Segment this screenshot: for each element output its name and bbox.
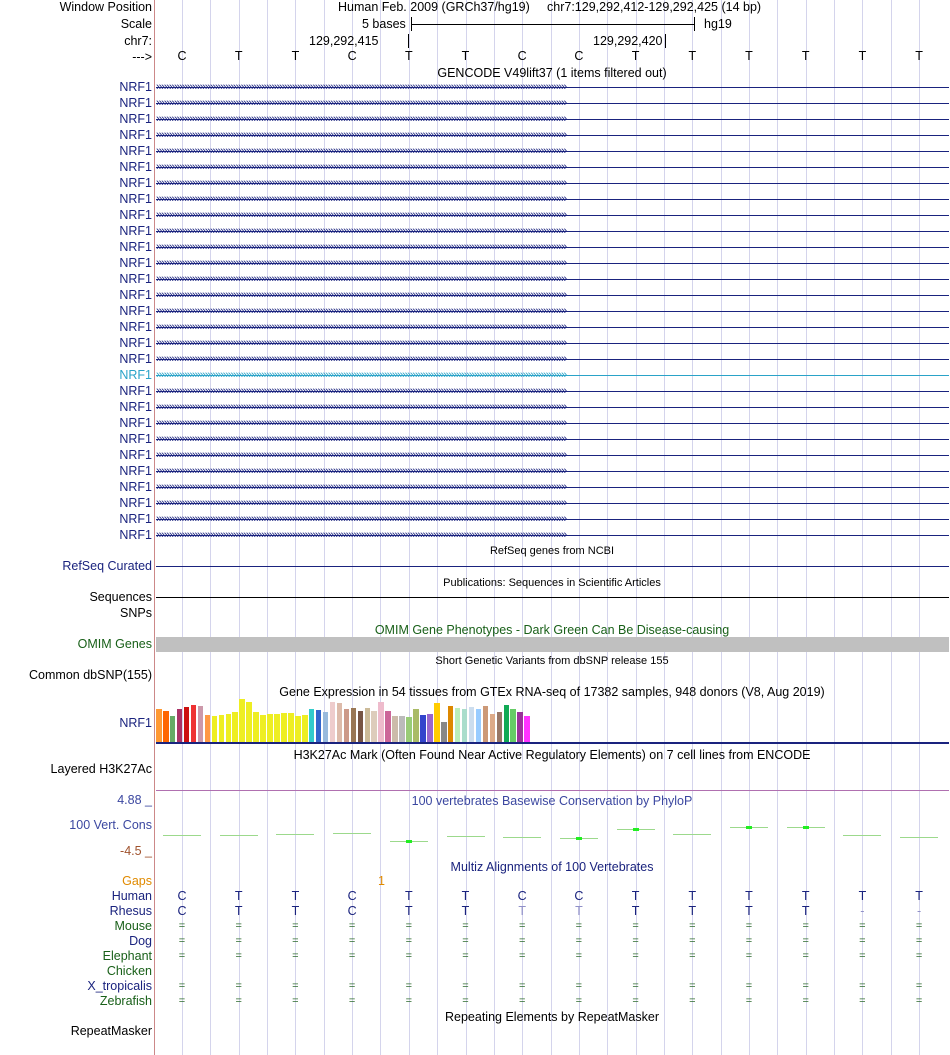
alignment-base: = — [292, 920, 299, 932]
gencode-transcript[interactable]: ›››››››››››››››››››››››››››››››››››››››››››››››››››››››››››››››››››››››››››››››››››››››››››››››››››››››››››››››››››››››››››››››››››››››››››››››››››››››››››››››› — [156, 289, 567, 301]
gaps-label[interactable]: Gaps — [122, 874, 152, 888]
gencode-transcript[interactable]: ›››››››››››››››››››››››››››››››››››››››››››››››››››››››››››››››››››››››››››››››››››››››››››››››››››››››››››››››››››››››››››››››››››››››››››››››››››››››››››››››› — [156, 401, 567, 413]
alignment-base: = — [802, 935, 809, 947]
gencode-gene-label[interactable]: NRF1 — [119, 288, 152, 302]
gtex-tissue-bar[interactable] — [232, 712, 238, 742]
assembly-text: Human Feb. 2009 (GRCh37/hg19) — [338, 0, 530, 14]
alignment-base: = — [632, 935, 639, 947]
gtex-tissue-bar[interactable] — [267, 714, 273, 742]
gtex-tissue-bar[interactable] — [344, 709, 350, 742]
gtex-tissue-bar[interactable] — [420, 715, 426, 742]
gencode-gene-label[interactable]: NRF1 — [119, 112, 152, 126]
gtex-tissue-bar[interactable] — [184, 707, 190, 742]
gencode-gene-label[interactable]: NRF1 — [119, 384, 152, 398]
alignment-base: = — [859, 980, 866, 992]
gencode-gene-label[interactable]: NRF1 — [119, 304, 152, 318]
gencode-track-title: GENCODE V49lift37 (1 items filtered out) — [437, 66, 667, 80]
gtex-tissue-bar[interactable] — [413, 709, 419, 742]
gtex-tissue-bar[interactable] — [504, 705, 510, 742]
alignment-base: = — [462, 995, 469, 1007]
gencode-transcript[interactable]: ›››››››››››››››››››››››››››››››››››››››››››››››››››››››››››››››››››››››››››››››››››››››››››››››››››››››››››››››››››››››››››››››››››››››››››››››››››››››››››››››› — [156, 209, 567, 221]
alignment-base: = — [859, 935, 866, 947]
gtex-tissue-bar[interactable] — [163, 711, 169, 742]
coord-right-tick — [665, 34, 666, 48]
gencode-transcript[interactable]: ›››››››››››››››››››››››››››››››››››››››››››››››››››››››››››››››››››››››››››››››››››››››››››››››››››››››››››››››››››››››››››››››››››››››››››››››››››››››››››››››› — [156, 257, 567, 269]
scale-text: 5 bases — [362, 17, 406, 31]
alignment-base: = — [689, 995, 696, 1007]
alignment-base: = — [632, 950, 639, 962]
gencode-transcript[interactable]: ›››››››››››››››››››››››››››››››››››››››››››››››››››››››››››››››››››››››››››››››››››››››››››››››››››››››››››››››››››››››››››››››››››››››››››››››››››››››››››››››› — [156, 449, 567, 461]
gtex-tissue-bar[interactable] — [476, 709, 482, 742]
gtex-tissue-bar[interactable] — [323, 712, 329, 742]
gencode-transcript[interactable]: ›››››››››››››››››››››››››››››››››››››››››››››››››››››››››››››››››››››››››››››››››››››››››››››››››››››››››››››››››››››››››››››››››››››››››››››››››››››››››››››››› — [156, 129, 567, 141]
alignment-base: = — [745, 950, 753, 962]
alignment-base: = — [802, 995, 809, 1007]
alignment-base: = — [575, 995, 583, 1007]
gencode-transcript[interactable]: ›››››››››››››››››››››››››››››››››››››››››››››››››››››››››››››››››››››››››››››››››››››››››››››››››››››››››››››››››››››››››››››››››››››››››››››››››››››››››››››››› — [156, 113, 567, 125]
gtex-tissue-bar[interactable] — [497, 712, 503, 742]
alignment-base: C — [574, 889, 584, 903]
coord-right: 129,292,420 — [593, 34, 663, 48]
h3k27ac-track-title: H3K27Ac Mark (Often Found Near Active Regulatory Elements) on 7 cell lines from ENCODE — [293, 748, 811, 762]
cons-max-label: 4.88 _ — [117, 793, 152, 807]
alignment-base: = — [462, 935, 469, 947]
cons-value-line — [900, 837, 938, 838]
species-label[interactable]: Rhesus — [109, 904, 152, 918]
chrom-label: chr7: — [124, 34, 152, 48]
alignment-base: C — [347, 904, 357, 918]
gtex-tissue-bar[interactable] — [281, 713, 287, 742]
gencode-transcript[interactable]: ›››››››››››››››››››››››››››››››››››››››››››››››››››››››››››››››››››››››››››››››››››››››››››››››››››››››››››››››››››››››››››››››››››››››››››››››››››››››››››››››› — [156, 241, 567, 253]
gencode-gene-label[interactable]: NRF1 — [119, 256, 152, 270]
gencode-gene-label[interactable]: NRF1 — [119, 512, 152, 526]
gencode-gene-label[interactable]: NRF1 — [119, 432, 152, 446]
alignment-base: = — [859, 995, 866, 1007]
gtex-tissue-bar[interactable] — [427, 714, 433, 742]
alignment-base: = — [235, 980, 242, 992]
alignment-base: = — [405, 920, 413, 932]
gencode-gene-label[interactable]: NRF1 — [119, 336, 152, 350]
alignment-base: = — [689, 950, 696, 962]
gencode-transcript[interactable]: ›››››››››››››››››››››››››››››››››››››››››››››››››››››››››››››››››››››››››››››››››››››››››››››››››››››››››››››››››››››››››››››››››››››››››››››››››››››››››››››››› — [156, 369, 567, 381]
window-position-label: Window Position — [59, 0, 152, 14]
gtex-tissue-bar[interactable] — [351, 708, 357, 742]
cons-value-block — [803, 826, 809, 829]
gencode-transcript[interactable]: ›››››››››››››››››››››››››››››››››››››››››››››››››››››››››››››››››››››››››››››››››››››››››››››››››››››››››››››››››››››››››››››››››››››››››››››››››››››››››››››››› — [156, 193, 567, 205]
alignment-base: = — [915, 995, 923, 1007]
gtex-tissue-bar[interactable] — [448, 706, 454, 742]
alignment-base: T — [631, 904, 640, 918]
scale-label: Scale — [120, 17, 152, 31]
gtex-tissue-bar[interactable] — [212, 716, 218, 742]
alignment-base: T — [404, 904, 413, 918]
alignment-base: = — [518, 980, 526, 992]
pubs-track-line[interactable] — [156, 597, 949, 598]
gtex-tissue-bar[interactable] — [455, 708, 461, 742]
gtex-tissue-bar[interactable] — [170, 716, 176, 742]
gencode-transcript[interactable]: ›››››››››››››››››››››››››››››››››››››››››››››››››››››››››››››››››››››››››››››››››››››››››››››››››››››››››››››››››››››››››››››››››››››››››››››››››››››››››››››››› — [156, 305, 567, 317]
gtex-tissue-bar[interactable] — [399, 716, 405, 742]
alignment-base: T — [234, 904, 243, 918]
species-label[interactable]: Mouse — [114, 919, 152, 933]
gencode-gene-label[interactable]: NRF1 — [119, 192, 152, 206]
gtex-tissue-bar[interactable] — [392, 716, 398, 742]
alignment-base: = — [235, 935, 242, 947]
gencode-transcript[interactable]: ›››››››››››››››››››››››››››››››››››››››››››››››››››››››››››››››››››››››››››››››››››››››››››››››››››››››››››››››››››››››››››››››››››››››››››››››››››››››››››››››› — [156, 433, 567, 445]
alignment-base: = — [292, 935, 299, 947]
alignment-base: = — [518, 935, 526, 947]
species-label[interactable]: Dog — [129, 934, 152, 948]
alignment-base: = — [405, 980, 413, 992]
alignment-base: = — [745, 995, 753, 1007]
alignment-base: T — [688, 904, 697, 918]
cons-value-line — [673, 834, 711, 835]
alignment-base: = — [632, 980, 639, 992]
gencode-transcript[interactable]: ›››››››››››››››››››››››››››››››››››››››››››››››››››››››››››››››››››››››››››››››››››››››››››››››››››››››››››››››››››››››››››››››››››››››››››››››››››››››››››››››› — [156, 353, 567, 365]
alignment-base: T — [461, 904, 470, 918]
gtex-tissue-bar[interactable] — [191, 705, 197, 742]
gencode-gene-label[interactable]: NRF1 — [119, 224, 152, 238]
alignment-base: = — [178, 950, 186, 962]
species-label[interactable]: Elephant — [102, 949, 152, 963]
h3k27ac-baseline — [156, 790, 949, 791]
strand-label: ---> — [132, 50, 152, 64]
gtex-tissue-bar[interactable] — [385, 711, 391, 742]
gaps-value: 1 — [378, 874, 385, 888]
gtex-tissue-bar[interactable] — [434, 703, 440, 742]
omim-track-title: OMIM Gene Phenotypes - Dark Green Can Be Disease-causing — [374, 623, 730, 637]
gencode-gene-label[interactable]: NRF1 — [119, 400, 152, 414]
gtex-tissue-bar[interactable] — [274, 714, 280, 742]
gencode-gene-label[interactable]: NRF1 — [119, 416, 152, 430]
alignment-base: = — [462, 950, 469, 962]
multiz-track-title: Multiz Alignments of 100 Vertebrates — [450, 860, 654, 874]
alignment-base: C — [347, 889, 357, 903]
gtex-tissue-bar[interactable] — [510, 709, 516, 742]
dbsnp-track-title: Short Genetic Variants from dbSNP release 155 — [435, 655, 669, 667]
alignment-base: T — [404, 889, 413, 903]
alignment-base: - — [860, 904, 865, 918]
alignment-base: = — [915, 920, 923, 932]
gtex-tissue-bar[interactable] — [253, 712, 259, 742]
base-9: T — [631, 49, 640, 63]
gtex-tissue-bar[interactable] — [260, 715, 266, 742]
alignment-base: T — [461, 889, 470, 903]
omim-label[interactable]: OMIM Genes — [77, 637, 152, 651]
gtex-gene-label[interactable]: NRF1 — [119, 716, 152, 730]
alignment-base: = — [689, 920, 696, 932]
alignment-base: = — [689, 935, 696, 947]
gencode-transcript[interactable]: ›››››››››››››››››››››››››››››››››››››››››››››››››››››››››››››››››››››››››››››››››››››››››››››››››››››››››››››››››››››››››››››››››››››››››››››››››››››››››››››››› — [156, 417, 567, 429]
gencode-transcript[interactable]: ›››››››››››››››››››››››››››››››››››››››››››››››››››››››››››››››››››››››››››››››››››››››››››››››››››››››››››››››››››››››››››››››››››››››››››››››››››››››››››››››› — [156, 145, 567, 157]
cons-value-block — [746, 826, 752, 829]
alignment-base: T — [801, 904, 810, 918]
gtex-tissue-bar[interactable] — [309, 709, 315, 742]
species-label[interactable]: X_tropicalis — [87, 979, 152, 993]
gtex-tissue-bar[interactable] — [246, 702, 252, 742]
alignment-base: C — [177, 904, 187, 918]
alignment-base: T — [858, 889, 867, 903]
cons-value-line — [503, 837, 541, 838]
refseq-label[interactable]: RefSeq Curated — [62, 559, 152, 573]
gencode-transcript[interactable]: ›››››››››››››››››››››››››››››››››››››››››››››››››››››››››››››››››››››››››››››››››››››››››››››››››››››››››››››››››››››››››››››››››››››››››››››››››››››››››››››››› — [156, 481, 567, 493]
gencode-transcript[interactable]: ›››››››››››››››››››››››››››››››››››››››››››››››››››››››››››››››››››››››››››››››››››››››››››››››››››››››››››››››››››››››››››››››››››››››››››››››››››››››››››››››› — [156, 465, 567, 477]
alignment-base: = — [292, 950, 299, 962]
gencode-transcript[interactable]: ›››››››››››››››››››››››››››››››››››››››››››››››››››››››››››››››››››››››››››››››››››››››››››››››››››››››››››››››››››››››››››››››››››››››››››››››››››››››››››››››› — [156, 81, 567, 93]
gtex-tissue-bar[interactable] — [316, 710, 322, 742]
alignment-base: C — [177, 889, 187, 903]
refseq-track-title: RefSeq genes from NCBI — [489, 545, 615, 557]
cons-value-block — [633, 828, 639, 831]
gtex-tissue-bar[interactable] — [226, 714, 232, 742]
scale-bar — [411, 24, 695, 25]
alignment-base: = — [859, 920, 866, 932]
alignment-base: T — [801, 889, 810, 903]
alignment-base: = — [745, 920, 753, 932]
alignment-base: = — [348, 950, 356, 962]
base-8: C — [574, 49, 584, 63]
gencode-gene-label[interactable]: NRF1 — [119, 160, 152, 174]
alignment-base: T — [688, 889, 697, 903]
alignment-base: = — [235, 920, 242, 932]
alignment-base: = — [178, 935, 186, 947]
alignment-base: = — [518, 950, 526, 962]
alignment-base: = — [915, 950, 923, 962]
cons-value-line — [333, 833, 371, 834]
gtex-tissue-bar[interactable] — [490, 714, 496, 742]
sequences-label[interactable]: Sequences — [89, 590, 152, 604]
base-1: C — [177, 49, 187, 63]
gencode-transcript[interactable]: ›››››››››››››››››››››››››››››››››››››››››››››››››››››››››››››››››››››››››››››››››››››››››››››››››››››››››››››››››››››››››››››››››››››››››››››››››››››››››››››››› — [156, 321, 567, 333]
cons-track-title: 100 vertebrates Basewise Conservation by PhyloP — [411, 794, 693, 808]
base-14: T — [915, 49, 923, 63]
alignment-base: = — [802, 950, 809, 962]
label-separator — [154, 0, 155, 1055]
base-7: C — [517, 49, 527, 63]
gencode-transcript[interactable]: ›››››››››››››››››››››››››››››››››››››››››››››››››››››››››››››››››››››››››››››››››››››››››››››››››››››››››››››››››››››››››››››››››››››››››››››››››››››››››››››››› — [156, 497, 567, 509]
gtex-tissue-bar[interactable] — [205, 715, 211, 742]
cons-value-line — [447, 836, 485, 837]
gencode-gene-label[interactable]: NRF1 — [119, 496, 152, 510]
snps-label[interactable]: SNPs — [120, 606, 152, 620]
base-2: T — [234, 49, 243, 63]
alignment-base: - — [917, 904, 922, 918]
gencode-transcript[interactable]: ›››››››››››››››››››››››››››››››››››››››››››››››››››››››››››››››››››››››››››››››››››››››››››››››››››››››››››››››››››››››››››››››››››››››››››››››››››››››››››››››› — [156, 273, 567, 285]
alignment-base: = — [348, 920, 356, 932]
alignment-base: = — [745, 935, 753, 947]
position-text: chr7:129,292,412-129,292,425 (14 bp) — [547, 0, 762, 14]
alignment-base: T — [745, 904, 753, 918]
alignment-base: = — [575, 935, 583, 947]
cons-value-block — [406, 840, 412, 843]
gtex-tissue-bar[interactable] — [337, 703, 343, 742]
alignment-base: C — [517, 889, 527, 903]
refseq-track-line[interactable] — [156, 566, 949, 567]
alignment-base: = — [462, 920, 469, 932]
alignment-base: = — [632, 995, 639, 1007]
base-6: T — [461, 49, 470, 63]
scale-db-text: hg19 — [704, 17, 732, 31]
alignment-base: = — [915, 980, 923, 992]
alignment-base: = — [575, 980, 583, 992]
alignment-base: T — [575, 904, 583, 918]
alignment-base: = — [575, 920, 583, 932]
gencode-gene-label[interactable]: NRF1 — [119, 208, 152, 222]
alignment-base: = — [462, 980, 469, 992]
gtex-tissue-bar[interactable] — [524, 716, 530, 742]
gencode-gene-label[interactable]: NRF1 — [119, 528, 152, 542]
alignment-base: = — [235, 995, 242, 1007]
alignment-base: = — [405, 935, 413, 947]
repeatmasker-label[interactable]: RepeatMasker — [70, 1024, 152, 1038]
base-3: T — [291, 49, 300, 63]
cons-label[interactable]: 100 Vert. Cons — [69, 818, 152, 832]
pubs-track-title: Publications: Sequences in Scientific Articles — [443, 577, 661, 589]
gencode-gene-label[interactable]: NRF1 — [119, 96, 152, 110]
species-label[interactable]: Zebrafish — [99, 994, 152, 1008]
gtex-tissue-bar[interactable] — [288, 713, 294, 742]
gtex-tissue-bar[interactable] — [483, 706, 489, 742]
gtex-tissue-bar[interactable] — [177, 709, 183, 742]
gencode-gene-label[interactable]: NRF1 — [119, 176, 152, 190]
gtex-tissue-bar[interactable] — [198, 706, 204, 742]
alignment-base: = — [802, 980, 809, 992]
cons-value-line — [163, 835, 201, 836]
gencode-transcript[interactable]: ›››››››››››››››››››››››››››››››››››››››››››››››››››››››››››››››››››››››››››››››››››››››››››››››››››››››››››››››››››››››››››››››››››››››››››››››››››››››››››››››› — [156, 177, 567, 189]
alignment-base: = — [348, 995, 356, 1007]
alignment-base: = — [802, 920, 809, 932]
cons-value-block — [576, 837, 582, 840]
base-4: C — [347, 49, 357, 63]
alignment-base: = — [518, 995, 526, 1007]
gtex-tissue-bar[interactable] — [462, 709, 468, 742]
gencode-transcript[interactable]: ›››››››››››››››››››››››››››››››››››››››››››››››››››››››››››››››››››››››››››››››››››››››››››››››››››››››››››››››››››››››››››››››››››››››››››››››››››››››››››››››› — [156, 513, 567, 525]
gencode-transcript[interactable]: ›››››››››››››››››››››››››››››››››››››››››››››››››››››››››››››››››››››››››››››››››››››››››››››››››››››››››››››››››››››››››››››››››››››››››››››››››››››››››››››››› — [156, 97, 567, 109]
base-5: T — [404, 49, 413, 63]
h3k27ac-label[interactable]: Layered H3K27Ac — [50, 762, 152, 776]
gtex-expression-bars[interactable] — [156, 700, 556, 742]
alignment-base: = — [859, 950, 866, 962]
gencode-gene-label[interactable]: NRF1 — [119, 80, 152, 94]
gencode-gene-label[interactable]: NRF1 — [119, 352, 152, 366]
alignment-base: = — [292, 995, 299, 1007]
cons-value-line — [276, 834, 314, 835]
cons-min-label: -4.5 _ — [120, 844, 152, 858]
gtex-tissue-bar[interactable] — [295, 716, 301, 742]
scale-bar-right-tick — [694, 17, 695, 31]
gencode-transcript[interactable]: ›››››››››››››››››››››››››››››››››››››››››››››››››››››››››››››››››››››››››››››››››››››››››››››››››››››››››››››››››››››››››››››››››››››››››››››››››››››››››››››››› — [156, 529, 567, 541]
gtex-tissue-bar[interactable] — [469, 707, 475, 742]
cons-value-line — [843, 835, 881, 836]
alignment-base: = — [745, 980, 753, 992]
species-label[interactable]: Chicken — [106, 964, 152, 978]
gencode-gene-label[interactable]: NRF1 — [119, 144, 152, 158]
gencode-gene-label[interactable]: NRF1 — [119, 320, 152, 334]
gencode-gene-label[interactable]: NRF1 — [119, 480, 152, 494]
gencode-gene-label[interactable]: NRF1 — [119, 128, 152, 142]
gtex-tissue-bar[interactable] — [239, 699, 245, 742]
alignment-base: = — [632, 920, 639, 932]
gencode-transcript[interactable]: ›››››››››››››››››››››››››››››››››››››››››››››››››››››››››››››››››››››››››››››››››››››››››››››››››››››››››››››››››››››››››››››››››››››››››››››››››››››››››››››››› — [156, 225, 567, 237]
base-12: T — [801, 49, 810, 63]
gtex-tissue-bar[interactable] — [330, 702, 336, 742]
alignment-base: = — [348, 980, 356, 992]
alignment-base: = — [518, 920, 526, 932]
base-11: T — [745, 49, 753, 63]
alignment-base: = — [348, 935, 356, 947]
alignment-base: T — [234, 889, 243, 903]
alignment-base: = — [235, 950, 242, 962]
alignment-base: T — [291, 904, 300, 918]
gencode-gene-label[interactable]: NRF1 — [119, 240, 152, 254]
alignment-base: = — [178, 980, 186, 992]
gencode-gene-label[interactable]: NRF1 — [119, 368, 152, 382]
gtex-track-title: Gene Expression in 54 tissues from GTEx RNA-seq of 17382 samples, 948 donors (V8, Aug 2019) — [279, 685, 825, 699]
alignment-base: = — [689, 980, 696, 992]
gencode-gene-label[interactable]: NRF1 — [119, 272, 152, 286]
alignment-base: T — [631, 889, 640, 903]
gencode-transcript[interactable]: ›››››››››››››››››››››››››››››››››››››››››››››››››››››››››››››››››››››››››››››››››››››››››››››››››››››››››››››››››››››››››››››››››››››››››››››››››››››››››››››››› — [156, 385, 567, 397]
omim-phenotype-bar[interactable] — [156, 637, 949, 652]
gtex-tissue-bar[interactable] — [302, 715, 308, 742]
gtex-tissue-bar[interactable] — [365, 708, 371, 742]
gtex-tissue-bar[interactable] — [378, 702, 384, 742]
gtex-tissue-bar[interactable] — [406, 717, 412, 742]
alignment-base: = — [178, 995, 186, 1007]
gencode-gene-label[interactable]: NRF1 — [119, 448, 152, 462]
dbsnp-label[interactable]: Common dbSNP(155) — [29, 668, 152, 682]
gencode-transcript[interactable]: ›››››››››››››››››››››››››››››››››››››››››››››››››››››››››››››››››››››››››››››››››››››››››››››››››››››››››››››››››››››››››››››››››››››››››››››››››››››››››››››››› — [156, 161, 567, 173]
gtex-tissue-bar[interactable] — [371, 711, 377, 742]
alignment-base: = — [405, 950, 413, 962]
alignment-base: = — [575, 950, 583, 962]
gencode-transcript[interactable]: ›››››››››››››››››››››››››››››››››››››››››››››››››››››››››››››››››››››››››››››››››››››››››››››››››››››››››››››››››››››››››››››››››››››››››››››››››››››››››››››››› — [156, 337, 567, 349]
alignment-base: T — [915, 889, 923, 903]
alignment-base: T — [745, 889, 753, 903]
gtex-tissue-bar[interactable] — [358, 711, 364, 742]
base-13: T — [858, 49, 867, 63]
species-label[interactable]: Human — [111, 889, 152, 903]
alignment-base: T — [291, 889, 300, 903]
coord-left-tick — [408, 34, 409, 48]
gtex-tissue-bar[interactable] — [219, 715, 225, 742]
gtex-tissue-bar[interactable] — [156, 709, 162, 742]
alignment-base: = — [178, 920, 186, 932]
alignment-base: T — [518, 904, 526, 918]
base-10: T — [688, 49, 697, 63]
gencode-gene-label[interactable]: NRF1 — [119, 464, 152, 478]
alignment-base: = — [292, 980, 299, 992]
gtex-tissue-bar[interactable] — [441, 722, 447, 742]
alignment-base: = — [405, 995, 413, 1007]
coord-left: 129,292,415 — [309, 34, 379, 48]
alignment-base: = — [915, 935, 923, 947]
cons-value-line — [220, 835, 258, 836]
repeatmasker-track-title: Repeating Elements by RepeatMasker — [444, 1010, 660, 1024]
gtex-tissue-bar[interactable] — [517, 712, 523, 742]
gtex-baseline — [156, 742, 949, 744]
